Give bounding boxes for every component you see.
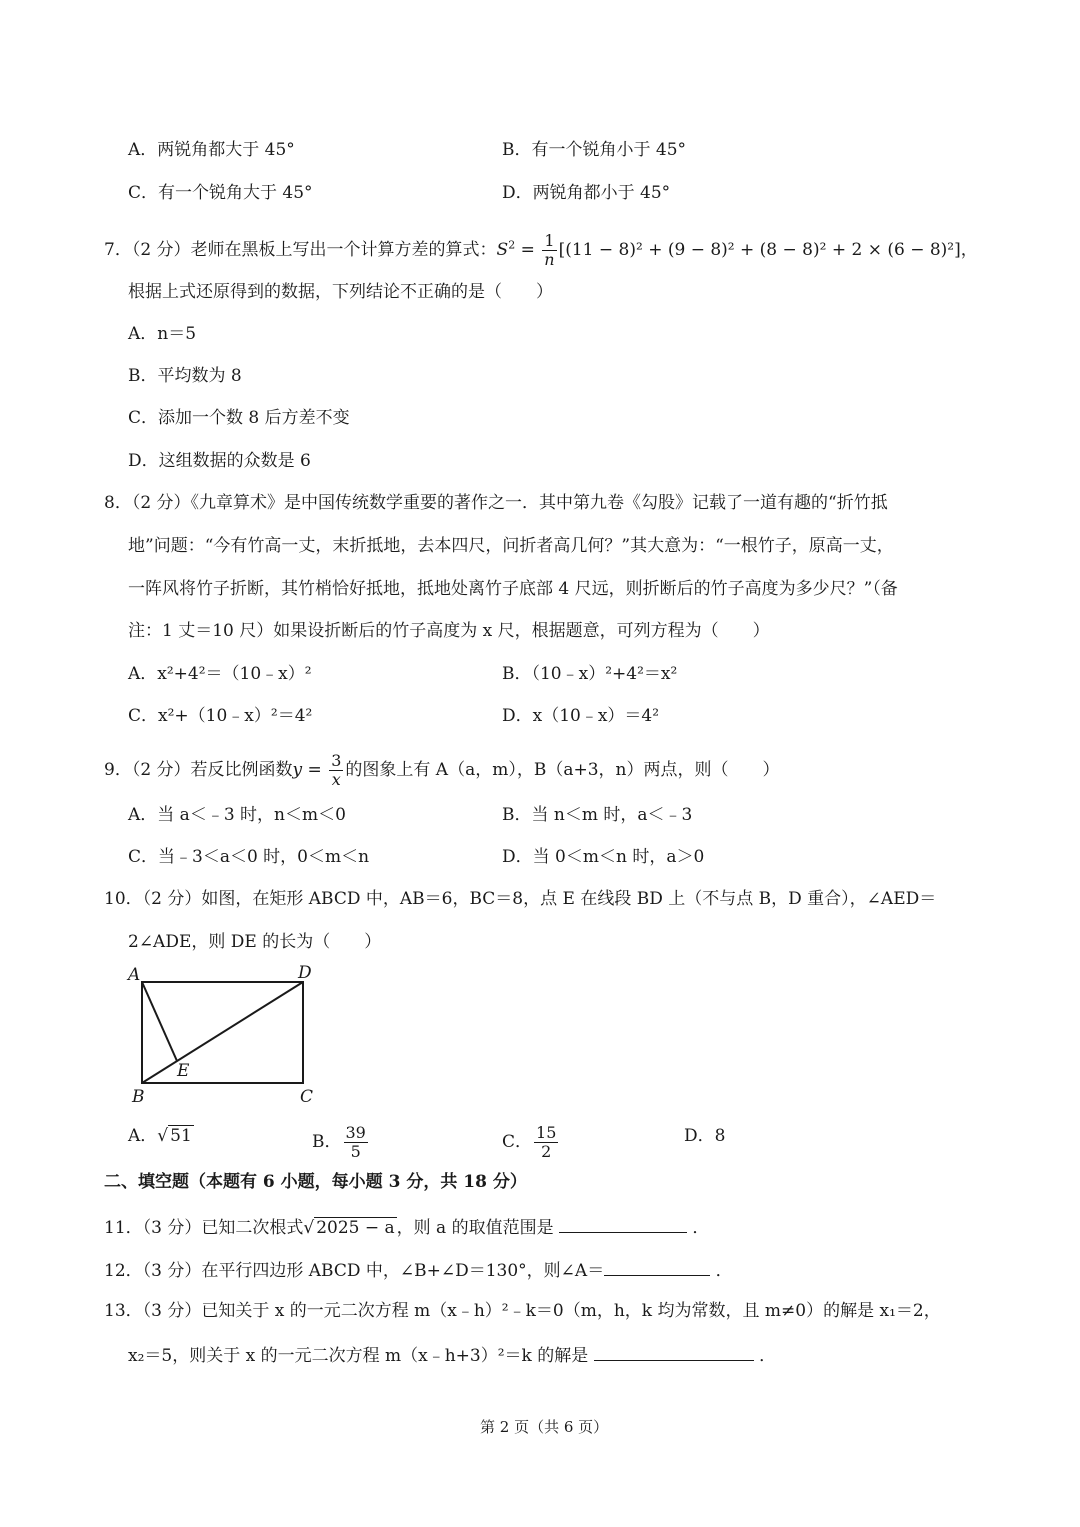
q8-stem-line2: 地”问题：“今有竹高一丈，末折抵地，去本四尺，问折者高几何？”其大意为：“一根竹子，原高一丈， (128, 536, 894, 556)
q12-text: 12．（3 分）在平行四边形 ABCD 中，∠B+∠D＝130°，则∠A＝ (104, 1261, 605, 1281)
q8-stem-line1: 8．（2 分）《九章算术》是中国传统数学重要的著作之一．其中第九卷《勾股》记载了一道有趣的“折竹抵 (104, 493, 888, 513)
q7-prefix: 7．（2 分）老师在黑板上写出一个计算方差的算式： (104, 240, 497, 260)
q10-c-fraction (534, 1124, 558, 1161)
q10-option-c (502, 1124, 560, 1161)
q6-option-d: D．两锐角都小于 45° (502, 183, 671, 203)
q8-option-a: A．x²+4²＝（10﹣x）² (128, 664, 312, 684)
q10-option-d: D．8 (684, 1126, 726, 1146)
q9-prefix: 9．（2 分）若反比例函数 (104, 760, 293, 780)
q11-prefix: 11．（3 分）已知二次根式 (104, 1218, 304, 1238)
q10-option-a (128, 1124, 194, 1148)
label-d: D (298, 963, 312, 983)
q9-frac-num: 3 (331, 751, 342, 770)
q7-stem-line2: 根据上式还原得到的数据，下列结论不正确的是（ ） (128, 282, 553, 302)
q9-option-a: A．当 a＜﹣3 时，n＜m＜0 (128, 805, 346, 825)
q7-option-b: B．平均数为 8 (128, 366, 242, 386)
q8-option-c: C．x²+（10﹣x）²＝4² (128, 706, 313, 726)
q11-answer-blank[interactable] (559, 1214, 687, 1233)
q7-frac-den: n (544, 250, 555, 269)
diagonal-bd (142, 982, 303, 1083)
label-a: A (128, 965, 141, 985)
q7-s-symbol: S (496, 240, 509, 260)
q10-c-den: 2 (541, 1142, 552, 1161)
q10-a-sqrt: √ 51 (157, 1126, 192, 1146)
section-2-heading: 二、填空题（本题有 6 小题，每小题 3 分，共 18 分） (104, 1172, 527, 1192)
q13-stem-line1: 13．（3 分）已知关于 x 的一元二次方程 m（x﹣h）²﹣k＝0（m，h，k 均为常数，且 m≠0）的解是 x₁＝2， (104, 1301, 941, 1321)
label-c: C (300, 1087, 314, 1107)
q9-option-d: D．当 0＜m＜n 时，a＞0 (502, 847, 705, 867)
q10-b-fraction (344, 1124, 368, 1161)
q10-a-radicand: 51 (170, 1126, 192, 1146)
q11-end: ． (692, 1218, 710, 1238)
q7-frac-num: 1 (542, 232, 556, 251)
q10-stem-line2: 2∠ADE，则 DE 的长为（ ） (128, 932, 382, 952)
q9-stem (104, 752, 779, 789)
q9-suffix: 的图象上有 A（a，m），B（a+3，n）两点，则（ ） (345, 760, 780, 780)
q6-option-b: B．有一个锐角小于 45° (502, 140, 687, 160)
q11-stem (104, 1214, 709, 1240)
q13-line2-text: x₂＝5，则关于 x 的一元二次方程 m（x﹣h+3）²＝k 的解是 (128, 1346, 589, 1366)
q7-formula: [(11 − 8)² + (9 − 8)² + (8 − 8)² + 2 × (6 − 8)²]， (558, 240, 978, 260)
q10-c-label: C． (502, 1132, 533, 1152)
q11-sqrt: √ 2025 − a (303, 1218, 395, 1238)
q9-option-b: B．当 n＜m 时，a＜﹣3 (502, 805, 693, 825)
q6-option-a: A．两锐角都大于 45° (128, 140, 295, 160)
q8-option-d: D．x（10﹣x）＝4² (502, 706, 660, 726)
q10-b-den: 5 (350, 1142, 361, 1161)
q6-option-c: C．有一个锐角大于 45° (128, 183, 313, 203)
q7-option-a: A．n＝5 (128, 324, 197, 344)
q9-fraction (329, 752, 343, 789)
q10-c-num: 15 (536, 1123, 557, 1142)
q8-stem-line4: 注：1 丈＝10 尺）如果设折断后的竹子高度为 x 尺，根据题意，可列方程为（ ） (128, 621, 770, 641)
q10-b-num: 39 (345, 1123, 366, 1142)
q9-frac-den: x (331, 770, 341, 789)
q13-stem-line2 (128, 1342, 776, 1368)
q7-option-d: D．这组数据的众数是 6 (128, 451, 311, 471)
q7-stem-line1 (104, 232, 978, 269)
q7-option-c: C．添加一个数 8 后方差不变 (128, 408, 350, 428)
q10-stem-line1: 10．（2 分）如图，在矩形 ABCD 中，AB＝6，BC＝8，点 E 在线段 BD 上（不与点 B，D 重合），∠AED＝ (104, 889, 937, 909)
q7-equals: = (520, 240, 535, 260)
q9-option-c: C．当﹣3＜a＜0 时，0＜m＜n (128, 847, 370, 867)
q11-radicand: 2025 − a (316, 1218, 395, 1238)
q8-option-b: B．（10﹣x）²+4²＝x² (502, 664, 678, 684)
q13-end: ． (759, 1346, 777, 1366)
label-e: E (177, 1061, 190, 1081)
q12-end: ． (715, 1261, 733, 1281)
q10-a-label: A． (128, 1126, 158, 1146)
q11-suffix: ，则 a 的取值范围是 (396, 1218, 554, 1238)
q8-stem-line3: 一阵风将竹子折断，其竹梢恰好抵地，抵地处离竹子底部 4 尺远，则折断后的竹子高度为多少尺？”（备 (128, 579, 898, 599)
q13-answer-blank[interactable] (594, 1342, 754, 1361)
segment-ae (142, 982, 177, 1061)
q10-option-b (312, 1124, 370, 1161)
q7-s-exponent: 2 (508, 238, 516, 252)
rectangle-abcd-figure (120, 958, 320, 1108)
q7-fraction (542, 232, 556, 269)
q10-b-label: B． (312, 1132, 342, 1152)
page-footer: 第 2 页（共 6 页） (480, 1418, 609, 1436)
q12-stem (104, 1257, 733, 1283)
q12-answer-blank[interactable] (604, 1257, 710, 1276)
q9-y-eq: y = (292, 760, 322, 780)
label-b: B (132, 1087, 145, 1107)
